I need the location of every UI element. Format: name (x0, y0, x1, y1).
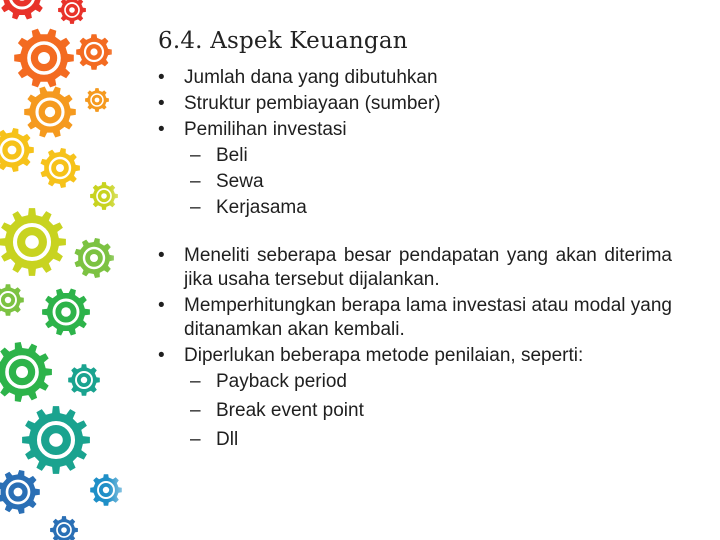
gear-icon (50, 516, 78, 540)
dash-symbol: – (190, 145, 201, 166)
gear-icon (14, 29, 74, 88)
sub-bullet-item (158, 196, 672, 220)
bullet-symbol: • (158, 245, 165, 266)
dash-symbol: – (190, 400, 201, 421)
gear-icon (42, 289, 90, 336)
bullet-item (158, 66, 672, 90)
bullet-text: Diperlukan beberapa metode penilaian, seperti: (184, 345, 584, 366)
dash-symbol: – (190, 197, 201, 218)
gear-icon (0, 208, 66, 276)
gear-icon (0, 284, 24, 316)
bullet-text: Jumlah dana yang dibutuhkan (184, 67, 438, 88)
gear-icon (58, 0, 86, 24)
sub-bullet-text: Payback period (216, 371, 347, 392)
sub-bullet-item (158, 144, 672, 168)
gear-icon (0, 342, 52, 402)
gear-icon (24, 87, 76, 138)
bullet-text: Struktur pembiayaan (sumber) (184, 93, 441, 114)
bullet-text: Memperhitungkan berapa lama investasi atau modal yang ditanamkan akan kembali. (184, 295, 672, 340)
sub-bullet-text: Break event point (216, 400, 364, 421)
bullet-text: Meneliti seberapa besar pendapatan yang akan diterima jika usaha tersebut dijalankan. (184, 245, 672, 290)
sub-bullet-item (158, 428, 672, 452)
spacer (158, 222, 672, 244)
bullet-item (158, 92, 672, 116)
sub-bullet-item (158, 399, 672, 423)
bullet-text: Pemilihan investasi (184, 119, 347, 140)
bullet-item (158, 344, 672, 368)
sub-bullet-text: Beli (216, 145, 248, 166)
sub-bullet-text: Sewa (216, 171, 264, 192)
gear-icon (85, 88, 109, 112)
bullet-item (158, 294, 672, 342)
bullet-item (158, 244, 672, 292)
gear-icon (76, 34, 112, 70)
gear-icon (22, 406, 90, 474)
gear-icon (0, 0, 46, 20)
dash-symbol: – (190, 429, 201, 450)
bullet-group-2 (158, 244, 672, 452)
sub-bullet-text: Dll (216, 429, 239, 450)
bullet-item (158, 118, 672, 142)
gear-icon (0, 470, 40, 514)
slide-content (158, 66, 672, 457)
gears-fade (108, 0, 136, 540)
gear-icon (41, 148, 80, 188)
gear-icon (0, 128, 34, 172)
dash-symbol: – (190, 171, 201, 192)
bullet-symbol: • (158, 93, 165, 114)
bullet-symbol: • (158, 345, 165, 366)
sub-bullet-item (158, 170, 672, 194)
gear-icon (68, 364, 100, 396)
bullet-group-1 (158, 66, 672, 220)
bullet-symbol: • (158, 119, 165, 140)
bullet-symbol: • (158, 295, 165, 316)
dash-symbol: – (190, 371, 201, 392)
sub-bullet-item (158, 370, 672, 394)
slide-title: 6.4. Aspek Keuangan (158, 28, 408, 54)
bullet-symbol: • (158, 67, 165, 88)
sub-bullet-text: Kerjasama (216, 197, 307, 218)
